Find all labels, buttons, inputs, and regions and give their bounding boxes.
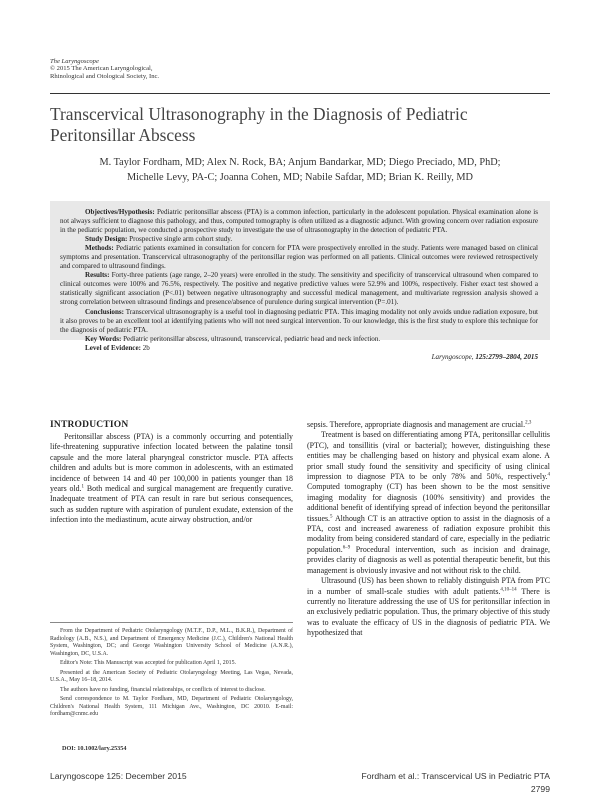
abstract-design: [60, 235, 538, 244]
citation-ref: 125:2799–2804, 2015: [475, 352, 538, 361]
continuation-text: sepsis. Therefore, appropriate diagnosis and management are crucial.: [307, 420, 526, 429]
intro-paragraph-2: [307, 430, 550, 576]
abstract-keywords: [60, 335, 538, 344]
intro-p3-part-b: There is currently no literature addressing the use of US for peritonsillar infection in an exclusively pediatric population. Thus, the primary objective of this study was to evaluate the efficacy of US in the diagnosis of pediatric PTA. We hypothesized that: [307, 586, 550, 638]
ref-superscript: 6–9: [342, 545, 351, 551]
journal-header: [50, 58, 250, 80]
footnote-editors-note: Editor's Note: This Manuscript was accepted for publication April 1, 2015.: [60, 660, 236, 666]
footnote-rule: [50, 622, 293, 623]
ref-superscript: 4,10–14: [500, 586, 517, 592]
abstract-results: [60, 271, 538, 307]
abstract-body: [60, 208, 538, 362]
authors-line-1: M. Taylor Fordham, MD; Alex N. Rock, BA; Anjum Bandarkar, MD; Diego Preciado, MD, PhD;: [99, 157, 501, 168]
col2-continuation: [307, 420, 550, 430]
ref-superscript: 4: [547, 472, 550, 478]
intro-p2-part-b: Computed tomography (CT) has been shown to be the most sensitive imaging modality for diagnosis (100% sensitivity) and provides the additional benefit of identifying spread of infection beyond the peritonsillar tissues.: [307, 482, 550, 523]
article-title: Transcervical Ultrasonography in the Diagnosis of Pediatric Peritonsillar Abscess: [50, 104, 468, 145]
level-label: Level of Evidence:: [85, 343, 141, 352]
footer-running-title: Fordham et al.: Transcervical US in Pediatric PTA: [361, 771, 550, 781]
footnote-correspondence: Send correspondence to M. Taylor Fordham, MD, Department of Pediatric Otolaryngology, Children's National Health System, 111 Michigan Ave., Washington, DC 20010. E-mail: fordham@cnmc.edu: [50, 696, 293, 717]
doi: DOI: 10.1002/lary.25354: [62, 745, 127, 752]
footnote-disclosure: The authors have no funding, financial relationships, or conflicts of interest to disclose.: [60, 686, 266, 693]
conclusions-label: Conclusions:: [85, 307, 125, 316]
column-left: [50, 432, 293, 526]
keywords-label: Key Words:: [85, 334, 122, 343]
intro-p2-part-c: Although CT is an attractive option to assist in the diagnosis of a PTA, cost and increased awareness of radiation exposure prohibit this modality from being considered standard of care, especially in the pediatric population.: [307, 513, 550, 554]
objectives-text: Pediatric peritonsillar abscess (PTA) is a common infection, particularly in the adolescent population. Physical examination alone is not always sufficient to diagnose this pathology, and thus, computed tomography is often utilized as a diagnostic adjunct. With growing concern over radiation exposure in the pediatric population, we conducted a prospective study to investigate the use of ultrasonography in the detection of pediatric PTA.: [60, 208, 538, 235]
abstract-objectives: [60, 208, 538, 235]
footnotes: [50, 628, 293, 721]
abstract-methods: [60, 244, 538, 271]
methods-text: Pediatric patients examined in consultation for concern for PTA were prospectively enrolled in the study. Patients were managed based on clinical symptoms and presentation. Transcervical ultrasonography of the peritonsillar region was performed on all patients. Clinical outcomes were reviewed retrospectively and compared to ultrasound findings.: [60, 244, 538, 271]
keywords-text: Pediatric peritonsillar abscess, ultrasound, transcervical, pediatric head and neck infection.: [123, 334, 381, 343]
intro-paragraph-1: [50, 432, 293, 526]
citation-journal: Laryngoscope,: [431, 352, 474, 361]
design-text: Prospective single arm cohort study.: [129, 235, 233, 244]
abstract-box: [50, 201, 550, 361]
abstract-level: [60, 344, 538, 353]
results-label: Results:: [85, 271, 110, 280]
footer-journal-issue: Laryngoscope 125: December 2015: [50, 771, 187, 781]
intro-p2-part-d: Procedural intervention, such as incision and drainage, provides clarity of diagnosis as well as potential therapeutic benefit, but this management is obviously invasive and not without risk to the child.: [307, 544, 550, 575]
ref-superscript: 5: [330, 514, 333, 520]
conclusions-text: Transcervical ultrasonography is a useful tool in diagnosing pediatric PTA. This imaging modality not only avoids undue radiation exposure, but it also proves to be an excellent tool at identifying patients who will not need surgical intervention. To our knowledge, this is the first study to explore this technique for the diagnosis of pediatric PTA.: [60, 307, 538, 334]
intro-p1-part-a: Peritonsillar abscess (PTA) is a commonly occurring and potentially life-threatening suppurative infection located between the palatine tonsil capsule and the more lateral pharyngeal constrictor muscle. PTA affects children and adults but is more common in adolescents, with an estimated incidence of between 14 and 40 per 100,000 in patients younger than 18 years old.: [50, 432, 293, 494]
ref-superscript: 1: [81, 484, 85, 490]
intro-p3-part-a: Ultrasound (US) has been shown to reliably distinguish PTA from PTC in a number of small-scale studies with adult patients.: [307, 576, 550, 596]
page-number: 2799: [530, 784, 550, 794]
objectives-label: Objectives/Hypothesis:: [85, 208, 155, 216]
copyright-line-2: Rhinological and Otological Society, Inc.: [50, 72, 160, 80]
copyright-line-1: © 2015 The American Laryngological,: [50, 65, 153, 73]
footnote-affiliations: From the Department of Pediatric Otolaryngology (M.T.F., D.P., M.L., B.K.R.), Department of Radiology (A.B., N.S.), and Department of Emergency Medicine (J.C.), Children's National Health System, Washington, DC; and George Washington University School of Medicine (A.N.R.), Washington, DC, U.S.A.: [50, 628, 293, 657]
abstract-conclusions: [60, 308, 538, 335]
intro-p1-part-b: Both medical and surgical management are frequently curative. Inadequate treatment of PTA can result in rare but serious consequences, such as sudden rupture with aspiration of purulent exudate, extension of the infection into the mediastinum, acute airway obstruction, and/or: [50, 484, 294, 525]
journal-name: The Laryngoscope: [50, 58, 99, 65]
intro-paragraph-3: [307, 576, 550, 638]
authors-line-2: Michelle Levy, PA-C; Joanna Cohen, MD; Nabile Safdar, MD; Brian K. Reilly, MD: [127, 172, 473, 183]
intro-p2-part-a: Treatment is based on differentiating among PTA, peritonsillar cellulitis (PTC), and tonsillitis (viral or bacterial); however, distinguishing these entities may be challenging based on history and physical exam alone. A prior small study found the sensitivity and specificity of using clinical impression to diagnose PTA to be only 78% and 50%, respectively.: [307, 430, 550, 482]
header-rule: [50, 93, 550, 94]
ref-superscript: 2,3: [525, 420, 532, 426]
results-text: Forty-three patients (age range, 2–20 years) were enrolled in the study. The sensitivity and specificity of transcervical ultrasound when compared to clinical outcomes were 100% and 76.5%, respectively. The positive and negative predictive values were 52.9% and 100%, respectively. Fisher exact test showed a statistically significant association (P<.01) between negative ultrasonography and successful medical management, and multivariate regression analysis showed a strong correlation between ultrasound findings and presence/absence of purulence during surgical intervention (P=.01).: [60, 271, 538, 307]
column-right: [307, 420, 550, 639]
footnote-presented: Presented at the American Society of Pediatric Otolaryngology Meeting, Las Vegas, Nevada, U.S.A., May 16–18, 2014.: [50, 669, 293, 683]
intro-heading: INTRODUCTION: [50, 420, 129, 430]
methods-label: Methods:: [85, 244, 114, 253]
abstract-citation: [60, 353, 538, 362]
level-text: 2b: [142, 343, 150, 352]
design-label: Study Design:: [85, 235, 128, 244]
author-list: [50, 155, 550, 185]
